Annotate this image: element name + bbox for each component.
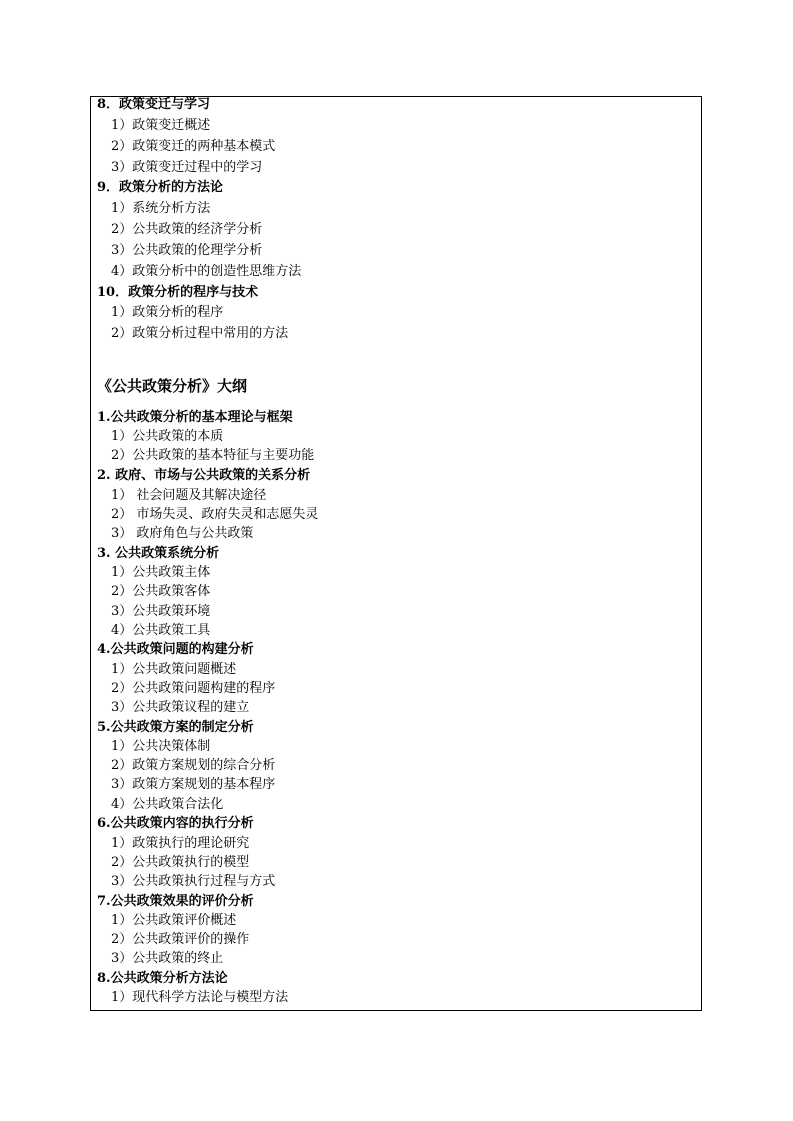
list-item: 4）公共政策合法化 [111, 797, 224, 812]
section-heading: 1.公共政策分析的基本理论与框架 [97, 410, 293, 425]
list-item: 1） 社会问题及其解决途径 [111, 488, 267, 503]
list-item: 3）公共政策的终止 [111, 951, 224, 966]
list-item: 2）公共政策问题构建的程序 [111, 681, 276, 696]
list-item: 2）政策变迁的两种基本模式 [111, 139, 276, 154]
list-item: 2）政策分析过程中常用的方法 [111, 326, 289, 341]
list-item: 1）公共政策评价概述 [111, 913, 237, 928]
list-item: 3）政策方案规划的基本程序 [111, 777, 276, 792]
section-heading: 3. 公共政策系统分析 [97, 546, 220, 561]
list-item: 2）公共政策评价的操作 [111, 932, 250, 947]
list-item: 2）公共政策的经济学分析 [111, 222, 263, 237]
list-item: 4）公共政策工具 [111, 623, 211, 638]
section-heading: 6.公共政策内容的执行分析 [97, 816, 254, 831]
outline-title: 《公共政策分析》大纲 [97, 377, 248, 395]
list-item: 1）政策分析的程序 [111, 305, 224, 320]
list-item: 1）政策变迁概述 [111, 118, 211, 133]
section-heading: 5.公共政策方案的制定分析 [97, 720, 254, 735]
list-item: 1）系统分析方法 [111, 201, 211, 216]
list-item: 2）政策方案规划的综合分析 [111, 758, 276, 773]
list-item: 4）政策分析中的创造性思维方法 [111, 264, 302, 279]
list-item: 3）公共政策环境 [111, 604, 211, 619]
list-item: 1）公共政策问题概述 [111, 662, 237, 677]
list-item: 2）公共政策客体 [111, 584, 211, 599]
section-heading-methodology: 9．政策分析的方法论 [97, 180, 224, 195]
section-heading: 4.公共政策问题的构建分析 [97, 642, 254, 657]
section-heading: 8.公共政策分析方法论 [97, 971, 228, 986]
list-item: 3）政策变迁过程中的学习 [111, 160, 263, 175]
list-item: 2） 市场失灵、政府失灵和志愿失灵 [111, 507, 319, 522]
list-item: 2）公共政策的基本特征与主要功能 [111, 448, 315, 463]
list-item: 1）现代科学方法论与模型方法 [111, 990, 289, 1005]
section-heading-procedure: 10．政策分析的程序与技术 [97, 285, 259, 300]
list-item: 3）公共政策的伦理学分析 [111, 243, 263, 258]
list-item: 2）公共政策执行的模型 [111, 855, 250, 870]
list-item: 3）公共政策执行过程与方式 [111, 874, 276, 889]
list-item: 1）政策执行的理论研究 [111, 836, 250, 851]
list-item: 1）公共政策的本质 [111, 429, 224, 444]
section-heading: 7.公共政策效果的评价分析 [97, 894, 254, 909]
section-heading-policy-change: 8．政策变迁与学习 [97, 97, 211, 112]
list-item: 3） 政府角色与公共政策 [111, 526, 254, 541]
list-item: 1）公共政策主体 [111, 565, 211, 580]
list-item: 1）公共决策体制 [111, 739, 211, 754]
section-heading: 2. 政府、市场与公共政策的关系分析 [97, 468, 311, 483]
list-item: 3）公共政策议程的建立 [111, 700, 250, 715]
